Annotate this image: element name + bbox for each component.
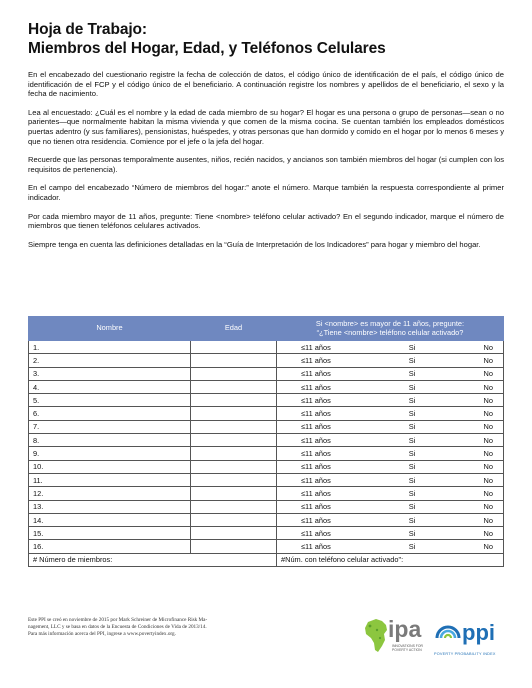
option-no[interactable]: No <box>483 435 493 445</box>
option-no[interactable]: No <box>483 528 493 538</box>
footer-credit <box>28 617 238 638</box>
option-yes[interactable]: Si <box>408 488 416 498</box>
table-totals-row <box>29 553 504 566</box>
member-name-cell[interactable] <box>29 473 191 486</box>
row-number: 10. <box>33 462 44 472</box>
phone-answer-cell <box>277 460 504 473</box>
total-members-cell[interactable]: # Número de miembros: <box>29 553 277 566</box>
column-header-age: Edad <box>191 317 277 341</box>
instruction-paragraph-5: Por cada miembro mayor de 11 años, pregunte: Tiene <nombre> teléfono celular activado? En el segundo indicador, marque el número de miembros que tienen teléfonos celulares activados. <box>28 211 504 231</box>
table-row <box>29 394 504 407</box>
ppi-arc-icon <box>434 618 462 646</box>
ipa-logo <box>362 616 430 660</box>
table-row <box>29 341 504 354</box>
ppi-tagline: POVERTY PROBABILITY INDEX <box>434 652 496 656</box>
option-yes[interactable]: Si <box>408 528 416 538</box>
member-age-cell[interactable] <box>191 460 277 473</box>
member-age-cell[interactable] <box>191 500 277 513</box>
worksheet-page <box>28 20 504 565</box>
member-age-cell[interactable] <box>191 540 277 553</box>
phone-answer-cell <box>277 513 504 526</box>
total-phones-cell[interactable]: #Núm. con teléfono celular activado": <box>277 553 504 566</box>
option-no[interactable]: No <box>483 395 493 405</box>
option-age-under-11[interactable]: ≤11 años <box>301 382 331 392</box>
member-name-cell[interactable] <box>29 460 191 473</box>
instruction-paragraph-3: Recuerde que las personas temporalmente ausentes, niños, recién nacidos, y ancianos son también miembros del hogar (si cumplen con los requisitos de pertenencia). <box>28 155 504 174</box>
ipa-tagline: INNOVATIONS FOR POVERTY ACTION <box>392 644 423 652</box>
option-yes[interactable]: Si <box>408 355 416 365</box>
option-yes[interactable]: Si <box>408 342 416 352</box>
column-header-name: Nombre <box>29 317 191 341</box>
option-age-under-11[interactable]: ≤11 años <box>301 542 331 552</box>
row-number: 6. <box>33 409 40 419</box>
option-yes[interactable]: Si <box>408 435 416 445</box>
member-age-cell[interactable] <box>191 473 277 486</box>
option-yes[interactable]: Si <box>408 449 416 459</box>
member-age-cell[interactable] <box>191 367 277 380</box>
table-row <box>29 487 504 500</box>
member-age-cell[interactable] <box>191 407 277 420</box>
option-yes[interactable]: Si <box>408 409 416 419</box>
option-age-under-11[interactable]: ≤11 años <box>301 342 331 352</box>
option-yes[interactable]: Si <box>408 475 416 485</box>
member-age-cell[interactable] <box>191 513 277 526</box>
row-number: 12. <box>33 488 44 498</box>
household-members-table <box>28 316 504 567</box>
row-number: 8. <box>33 435 40 445</box>
member-name-cell[interactable] <box>29 380 191 393</box>
option-age-under-11[interactable]: ≤11 años <box>301 435 331 445</box>
option-age-under-11[interactable]: ≤11 años <box>301 395 331 405</box>
phone-answer-cell <box>277 434 504 447</box>
option-no[interactable]: No <box>483 449 493 459</box>
option-yes[interactable]: Si <box>408 369 416 379</box>
row-number: 1. <box>33 342 40 352</box>
option-no[interactable]: No <box>483 542 493 552</box>
phone-answer-cell <box>277 500 504 513</box>
table-row <box>29 434 504 447</box>
instruction-paragraph-1: En el encabezado del cuestionario registre la fecha de colección de datos, el código único de identificación de el país, el código único de identificación de el FCP y el código único de el beneficiario. A continuación registre los nombres y apellidos de el beneficiario, el sexo y la fecha de nacimiento. <box>28 70 504 99</box>
member-age-cell[interactable] <box>191 447 277 460</box>
table-row <box>29 540 504 553</box>
row-number: 9. <box>33 449 40 459</box>
option-yes[interactable]: Si <box>408 515 416 525</box>
option-age-under-11[interactable]: ≤11 años <box>301 528 331 538</box>
option-age-under-11[interactable]: ≤11 años <box>301 502 331 512</box>
phone-answer-cell <box>277 540 504 553</box>
phone-answer-cell <box>277 394 504 407</box>
member-name-cell[interactable] <box>29 341 191 354</box>
phone-answer-cell <box>277 527 504 540</box>
option-age-under-11[interactable]: ≤11 años <box>301 355 331 365</box>
member-name-cell[interactable] <box>29 367 191 380</box>
page-title <box>28 20 504 58</box>
ppi-wordmark: ppi <box>462 620 495 645</box>
table-row <box>29 407 504 420</box>
ipa-wordmark: ipa <box>388 616 422 642</box>
row-number: 5. <box>33 395 40 405</box>
option-no[interactable]: No <box>483 502 493 512</box>
phone-question-line-1: Si <nombre> es mayor de 11 años, pregunte: <box>315 318 465 328</box>
option-yes[interactable]: Si <box>408 542 416 552</box>
option-no[interactable]: No <box>483 409 493 419</box>
instruction-paragraph-4: En el campo del encabezado “Número de miembros del hogar:” anote el número. Marque también la respuesta correspondiente al primer indicador. <box>28 183 504 202</box>
option-age-under-11[interactable]: ≤11 años <box>301 462 331 472</box>
option-no[interactable]: No <box>483 422 493 432</box>
option-no[interactable]: No <box>483 342 493 352</box>
option-no[interactable]: No <box>483 369 493 379</box>
member-age-cell[interactable] <box>191 527 277 540</box>
phone-answer-cell <box>277 341 504 354</box>
row-number: 4. <box>33 382 40 392</box>
option-yes[interactable]: Si <box>408 502 416 512</box>
member-name-cell[interactable] <box>29 540 191 553</box>
option-age-under-11[interactable]: ≤11 años <box>301 515 331 525</box>
phone-answer-cell <box>277 487 504 500</box>
footer-line-3: Para más información acerca del PPI, ingrese a www.povertyindex.org. <box>28 631 176 637</box>
member-name-cell[interactable] <box>29 394 191 407</box>
option-age-under-11[interactable]: ≤11 años <box>301 488 331 498</box>
member-age-cell[interactable] <box>191 487 277 500</box>
row-number: 11. <box>33 475 43 485</box>
option-no[interactable]: No <box>483 488 493 498</box>
option-no[interactable]: No <box>483 382 493 392</box>
member-name-cell[interactable] <box>29 354 191 367</box>
option-yes[interactable]: Si <box>408 395 416 405</box>
phone-answer-cell <box>277 407 504 420</box>
phone-answer-cell <box>277 447 504 460</box>
member-age-cell[interactable] <box>191 394 277 407</box>
member-name-cell[interactable] <box>29 420 191 433</box>
table-header-row <box>29 317 504 341</box>
row-number: 14. <box>33 515 44 525</box>
phone-answer-cell <box>277 354 504 367</box>
ppi-logo <box>434 618 506 662</box>
table-row <box>29 380 504 393</box>
member-name-cell[interactable] <box>29 527 191 540</box>
table-row <box>29 473 504 486</box>
instruction-paragraph-2: Lea al encuestado: ¿Cuál es el nombre y la edad de cada miembro de su hogar? El hogar es una persona o grupo de personas—sean o no parientes—que normalmente habitan la misma vivienda y que comen de la misma cocina. Se cuentan también los empleados domésticos puertas adentro (y sus familiares), pensionistas, huéspedes, y otras personas que han dormido y comido en el hogar por lo menos 6 meses y que no tienen otra residencia. Comience por el jefe o la jefa del hogar. <box>28 107 504 146</box>
member-age-cell[interactable] <box>191 420 277 433</box>
row-number: 13. <box>33 502 44 512</box>
option-age-under-11[interactable]: ≤11 años <box>301 422 331 432</box>
phone-answer-cell <box>277 367 504 380</box>
row-number: 3. <box>33 369 40 379</box>
option-no[interactable]: No <box>483 515 493 525</box>
title-line-2: Miembros del Hogar, Edad, y Teléfonos Celulares <box>28 40 386 57</box>
option-no[interactable]: No <box>483 475 493 485</box>
row-number: 2. <box>33 355 40 365</box>
footer-line-2: nagement, LLC y se basa en datos de la Encuesta de Condiciones de Vida de 2013/14. <box>28 624 207 630</box>
member-name-cell[interactable] <box>29 447 191 460</box>
member-age-cell[interactable] <box>191 354 277 367</box>
footer-line-1: Este PPI se creó en noviembre de 2015 por Mark Schreiner de Microfinance Risk Ma- <box>28 617 208 623</box>
table-body <box>29 341 504 567</box>
option-no[interactable]: No <box>483 462 493 472</box>
option-no[interactable]: No <box>483 355 493 365</box>
title-line-1: Hoja de Trabajo: <box>28 21 147 38</box>
column-header-phone-question <box>277 317 504 341</box>
member-name-cell[interactable] <box>29 513 191 526</box>
option-yes[interactable]: Si <box>408 382 416 392</box>
table-row <box>29 460 504 473</box>
table-row <box>29 513 504 526</box>
option-age-under-11[interactable]: ≤11 años <box>301 449 331 459</box>
table-row <box>29 420 504 433</box>
table-row <box>29 367 504 380</box>
table-row <box>29 354 504 367</box>
member-age-cell[interactable] <box>191 434 277 447</box>
row-number: 16. <box>33 542 44 552</box>
table-row <box>29 447 504 460</box>
row-number: 7. <box>33 422 40 432</box>
member-age-cell[interactable] <box>191 380 277 393</box>
phone-answer-cell <box>277 473 504 486</box>
member-name-cell[interactable] <box>29 500 191 513</box>
phone-answer-cell <box>277 380 504 393</box>
option-age-under-11[interactable]: ≤11 años <box>301 369 331 379</box>
option-yes[interactable]: Si <box>408 462 416 472</box>
table-row <box>29 527 504 540</box>
row-number: 15. <box>33 528 44 538</box>
member-name-cell[interactable] <box>29 434 191 447</box>
phone-question-line-2: “¿Tiene <nombre> teléfono celular activado? <box>316 327 464 337</box>
instruction-paragraph-6: Siempre tenga en cuenta las definiciones detalladas en la “Guía de Interpretación de los Indicadores” para hogar y miembro del hogar. <box>28 239 481 249</box>
member-name-cell[interactable] <box>29 487 191 500</box>
phone-answer-cell <box>277 420 504 433</box>
option-yes[interactable]: Si <box>408 422 416 432</box>
option-age-under-11[interactable]: ≤11 años <box>301 409 331 419</box>
option-age-under-11[interactable]: ≤11 años <box>301 475 331 485</box>
member-name-cell[interactable] <box>29 407 191 420</box>
member-age-cell[interactable] <box>191 341 277 354</box>
table-row <box>29 500 504 513</box>
